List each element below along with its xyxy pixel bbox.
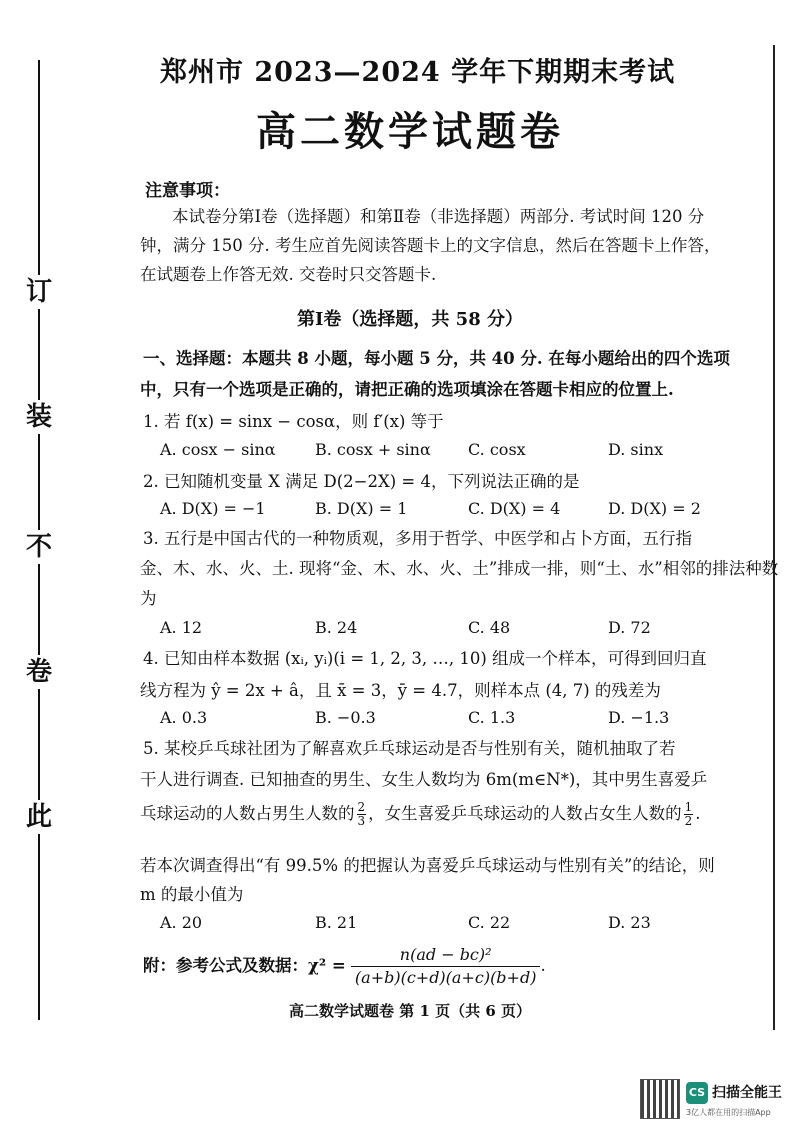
- option-a: A. 12: [160, 618, 203, 637]
- notes-line: 在试题卷上作答无效. 交卷时只交答题卡.: [140, 265, 437, 284]
- option-b: B. 24: [315, 618, 358, 637]
- section-intro: 一、选择题：本题共 8 小题，每小题 5 分，共 40 分. 在每小题给出的四个选项: [143, 349, 730, 368]
- fraction-denominator: 3: [357, 814, 366, 828]
- question-text: .: [695, 804, 701, 823]
- option-b: B. D(X) = 1: [315, 499, 408, 518]
- option-b: B. 21: [315, 913, 358, 932]
- fraction-two-thirds: [357, 801, 367, 828]
- fraction-one-half: [684, 801, 694, 828]
- binding-char: 此: [22, 800, 56, 834]
- camscanner-logo-icon: CS: [686, 1082, 708, 1104]
- question-text: 乓球运动的人数占男生人数的: [140, 804, 355, 823]
- option-c: C. 48: [468, 618, 511, 637]
- question-stem: 干人进行调查. 已知抽查的男生、女生人数均为 6m(m∈N*)，其中男生喜爱乒: [140, 770, 708, 789]
- fraction-denominator: 2: [684, 814, 693, 828]
- appendix-label: 附：参考公式及数据：χ² =: [143, 956, 346, 975]
- section-title: 第Ⅰ卷（选择题，共 58 分）: [296, 309, 523, 330]
- question-stem: 5. 某校乒乓球社团为了解喜欢乒乓球运动是否与性别有关，随机抽取了若: [143, 739, 676, 758]
- option-d: D. sinx: [608, 440, 664, 459]
- notes-heading: 注意事项：: [145, 181, 230, 201]
- fraction-numerator: 1: [684, 800, 693, 814]
- question-stem: 若本次调查得出“有 99.5% 的把握认为喜爱乒乓球运动与性别有关”的结论，则: [140, 856, 715, 875]
- question-stem: 2. 已知随机变量 X 满足 D(2−2X) = 4，下列说法正确的是: [143, 472, 580, 491]
- option-a: A. 0.3: [160, 708, 208, 727]
- option-d: D. D(X) = 2: [608, 499, 701, 518]
- option-d: D. 23: [608, 913, 651, 932]
- question-stem: 3. 五行是中国古代的一种物质观，多用于哲学、中医学和占卜方面，五行指: [143, 529, 692, 548]
- notes-line: 钟，满分 150 分. 考生应首先阅读答题卡上的文字信息，然后在答题卡上作答，: [140, 236, 721, 255]
- watermark-tagline: 3亿人都在用的扫描App: [686, 1108, 771, 1117]
- option-c: C. cosx: [468, 440, 526, 459]
- option-a: A. D(X) = −1: [160, 499, 266, 518]
- option-b: B. −0.3: [315, 708, 376, 727]
- binding-char: 装: [22, 400, 56, 434]
- watermark-name: 扫描全能王: [712, 1085, 782, 1101]
- right-border-line: [773, 45, 775, 1030]
- page-title: 高二数学试题卷: [256, 108, 564, 155]
- option-d: D. −1.3: [608, 708, 670, 727]
- fraction-numerator: 2: [357, 800, 366, 814]
- binding-char: 卷: [22, 655, 56, 689]
- appendix-formula: [143, 944, 546, 989]
- formula-end: .: [540, 956, 546, 975]
- chi-square-fraction: [351, 944, 541, 989]
- question-stem: 为: [140, 589, 157, 608]
- formula-denominator: (a+b)(c+d)(a+c)(b+d): [354, 968, 537, 987]
- option-c: C. 1.3: [468, 708, 516, 727]
- option-a: A. 20: [160, 913, 203, 932]
- question-text: ，女生喜爱乒乓球运动的人数占女生人数的: [368, 804, 682, 823]
- exam-title: 郑州市 2023—2024 学年下期期末考试: [160, 57, 676, 88]
- formula-numerator: n(ad − bc)²: [351, 944, 541, 967]
- question-stem: m 的最小值为: [140, 885, 244, 904]
- section-intro: 中，只有一个选项是正确的，请把正确的选项填涂在答题卡相应的位置上.: [140, 380, 674, 399]
- qr-code-icon: [640, 1079, 680, 1119]
- binding-char: 订: [22, 275, 56, 309]
- option-a: A. cosx − sinα: [160, 440, 276, 459]
- question-stem: 4. 已知由样本数据 (xᵢ, yᵢ)(i = 1, 2, 3, …, 10) 组成一个样本，可得到回归直: [143, 649, 707, 668]
- option-c: C. 22: [468, 913, 511, 932]
- binding-char: 不: [22, 530, 56, 564]
- notes-line: 本试卷分第Ⅰ卷（选择题）和第Ⅱ卷（非选择题）两部分. 考试时间 120 分: [172, 207, 705, 226]
- question-stem-with-fractions: [140, 800, 701, 828]
- option-c: C. D(X) = 4: [468, 499, 561, 518]
- question-stem: 1. 若 f(x) = sinx − cosα，则 f′(x) 等于: [143, 412, 444, 431]
- option-d: D. 72: [608, 618, 651, 637]
- option-b: B. cosx + sinα: [315, 440, 431, 459]
- question-stem: 金、木、水、火、土. 现将“金、木、水、火、土”排成一排，则“土、水”相邻的排法种数: [140, 559, 779, 578]
- page-footer: 高二数学试题卷 第 1 页（共 6 页）: [289, 1002, 531, 1020]
- question-stem: 线方程为 ŷ = 2x + â，且 x̄ = 3，ȳ = 4.7，则样本点 (4, 7) 的残差为: [140, 681, 661, 700]
